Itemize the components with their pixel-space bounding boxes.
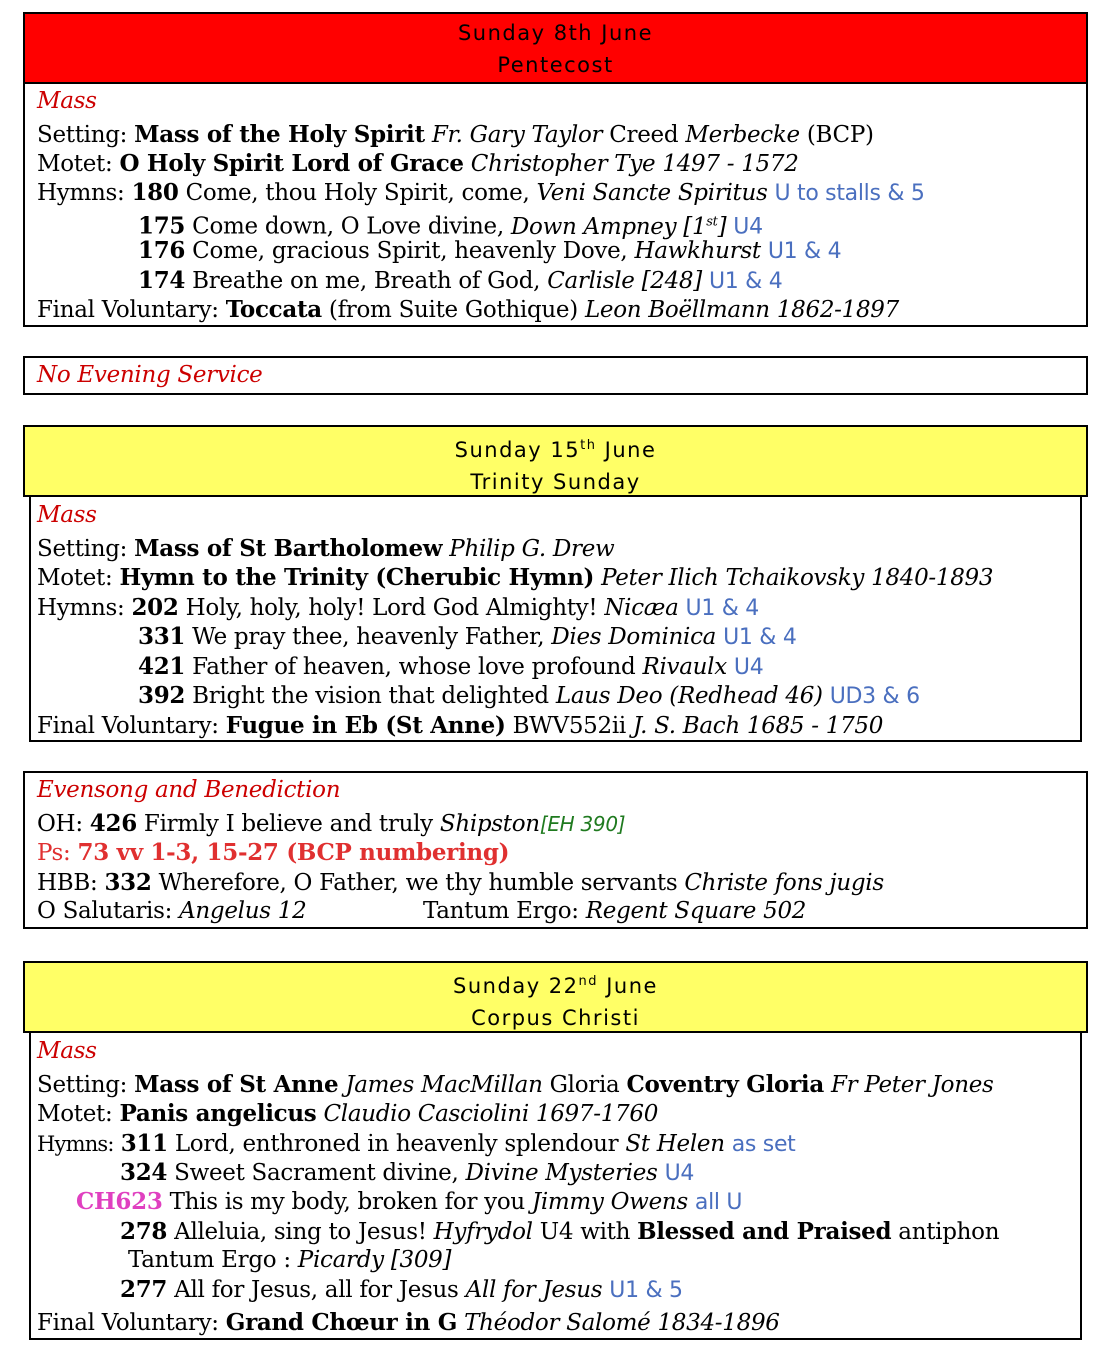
motet-line: Motet: O Holy Spirit Lord of Grace Christopher Tye 1497 - 1572: [37, 150, 799, 177]
hymn-line: 277 All for Jesus, all for Jesus All for Jesus U1 & 5: [120, 1276, 683, 1303]
hymn-line: Hymns: 202 Holy, holy, holy! Lord God Almighty! Nicæa U1 & 4: [37, 594, 759, 621]
salutaris-line: O Salutaris: Angelus 12: [37, 898, 307, 924]
hymn-line: 175 Come down, O Love divine, Down Ampney [1st] U4: [138, 212, 763, 240]
hymn-line: CH623 This is my body, broken for you Jimmy Owens all U: [76, 1188, 743, 1215]
section-title: Mass: [37, 1038, 97, 1064]
hymn-line: 331 We pray thee, heavenly Father, Dies Dominica U1 & 4: [138, 623, 797, 650]
feast-heading: Corpus Christi: [471, 1006, 640, 1030]
hymn-line: 392 Bright the vision that delighted Laus Deo (Redhead 46) UD3 & 6: [138, 682, 920, 709]
evening-block-pentecost: [23, 356, 1088, 395]
section-title: No Evening Service: [37, 362, 263, 388]
tantum-ergo-line: Tantum Ergo : Picardy [309]: [128, 1247, 452, 1273]
hymn-line: Hymns: 180 Come, thou Holy Spirit, come, Veni Sancte Spiritus U to stalls & 5: [37, 179, 925, 206]
hymn-line: 278 Alleluia, sing to Jesus! Hyfrydol U4 with Blessed and Praised antiphon: [120, 1218, 1000, 1245]
mass-block-trinity: [29, 495, 1082, 742]
mass-block-pentecost: [23, 82, 1088, 327]
setting-line: Setting: Mass of St Anne James MacMillan Gloria Coventry Gloria Fr Peter Jones: [37, 1071, 994, 1098]
section-title: Evensong and Benediction: [37, 777, 341, 803]
office-hymn-line: OH: 426 Firmly I believe and truly Shipston[EH 390]: [37, 810, 626, 837]
header-trinity: [23, 425, 1088, 497]
section-title: Mass: [37, 88, 97, 114]
date-heading: Sunday 8th June: [457, 21, 654, 45]
motet-line: Motet: Panis angelicus Claudio Casciolini 1697-1760: [37, 1100, 659, 1127]
voluntary-line: Final Voluntary: Fugue in Eb (St Anne) BWV552ii J. S. Bach 1685 - 1750: [37, 712, 884, 739]
feast-heading: Trinity Sunday: [470, 470, 641, 494]
feast-heading: Pentecost: [497, 53, 614, 77]
mass-block-corpus-christi: [29, 1031, 1082, 1340]
psalm-line: Ps: 73 vv 1-3, 15-27 (BCP numbering): [37, 839, 510, 866]
date-heading: Sunday 22nd June: [453, 974, 658, 998]
evensong-block: [23, 771, 1088, 929]
setting-line: Setting: Mass of St Bartholomew Philip G. Drew: [37, 535, 615, 562]
section-title: Mass: [37, 502, 97, 528]
header-corpus-christi: [23, 961, 1088, 1033]
hymn-line: 324 Sweet Sacrament divine, Divine Mysteries U4: [120, 1159, 695, 1186]
date-heading: Sunday 15th June: [454, 438, 657, 462]
hymn-line: Hymns: 311 Lord, enthroned in heavenly splendour St Helen as set: [37, 1130, 796, 1157]
motet-line: Motet: Hymn to the Trinity (Cherubic Hymn) Peter Ilich Tchaikovsky 1840-1893: [37, 564, 994, 591]
voluntary-line: Final Voluntary: Toccata (from Suite Gothique) Leon Boëllmann 1862-1897: [37, 296, 899, 323]
header-pentecost: [23, 12, 1088, 84]
hbb-line: HBB: 332 Wherefore, O Father, we thy humble servants Christe fons jugis: [37, 869, 884, 896]
hymn-line: 174 Breathe on me, Breath of God, Carlisle [248] U1 & 4: [138, 267, 783, 294]
setting-line: Setting: Mass of the Holy Spirit Fr. Gary Taylor Creed Merbecke (BCP): [37, 121, 874, 148]
voluntary-line: Final Voluntary: Grand Chœur in G Théodor Salomé 1834-1896: [37, 1309, 780, 1336]
tantum-ergo-line: Tantum Ergo: Regent Square 502: [423, 898, 807, 924]
hymn-line: 421 Father of heaven, whose love profound Rivaulx U4: [138, 653, 764, 680]
hymn-line: 176 Come, gracious Spirit, heavenly Dove, Hawkhurst U1 & 4: [138, 237, 842, 264]
